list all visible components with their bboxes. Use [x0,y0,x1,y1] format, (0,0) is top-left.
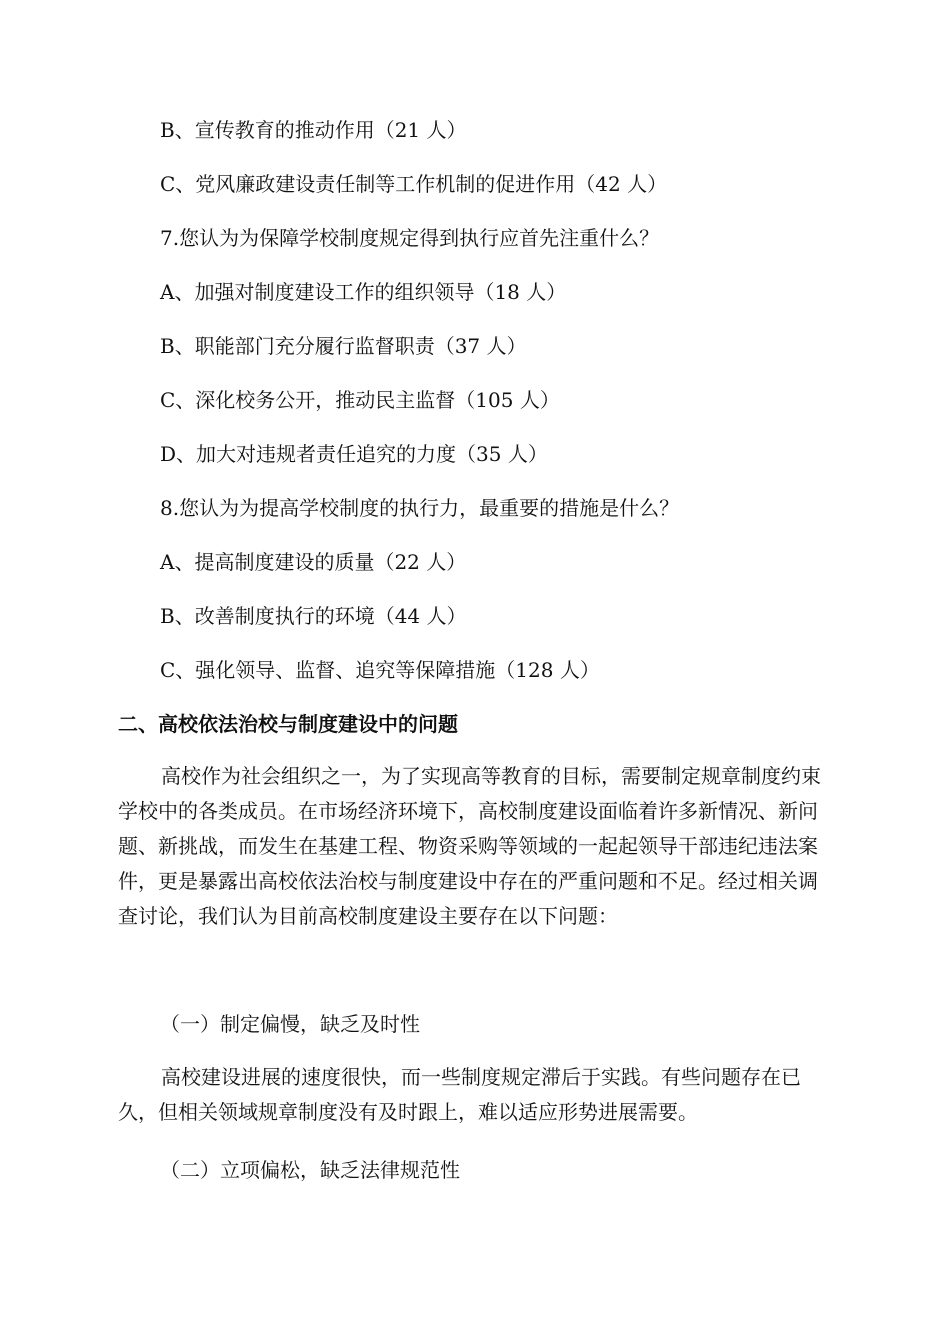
section-intro-paragraph: 高校作为社会组织之一，为了实现高等教育的目标，需要制定规章制度约束学校中的各类成员。在市场经济环境下，高校制度建设面临着许多新情况、新问题、新挑战，而发生在基建工程、物资采购等领域的一起起领导干部违纪违法案件，更是暴露出高校依法治校与制度建设中存在的严重问题和不足。经过相关调查讨论，我们认为目前高校制度建设主要存在以下问题： [118,764,821,928]
subsection-title: （二）立项偏松，缺乏法律规范性 [160,1158,460,1182]
option-line: B、改善制度执行的环境（44 人） [160,604,467,628]
option-line: C、党风廉政建设责任制等工作机制的促进作用（42 人） [160,172,668,196]
option-line: D、加大对违规者责任追究的力度（35 人） [160,442,548,466]
option-line: A、提高制度建设的质量（22 人） [160,550,467,574]
option-line: A、加强对制度建设工作的组织领导（18 人） [160,280,567,304]
question-line: 8.您认为为提高学校制度的执行力，最重要的措施是什么？ [160,496,680,520]
section-heading: 二、高校依法治校与制度建设中的问题 [118,712,458,736]
subsection-paragraph: 高校建设进展的速度很快，而一些制度规定滞后于实践。有些问题存在已久，但相关领域规章制度没有及时跟上，难以适应形势进展需要。 [118,1065,801,1124]
question-line: 7.您认为为保障学校制度规定得到执行应首先注重什么？ [160,226,660,250]
option-line: B、宣传教育的推动作用（21 人） [160,118,467,142]
subsection-title: （一）制定偏慢，缺乏及时性 [160,1012,420,1036]
option-line: C、深化校务公开，推动民主监督（105 人） [160,388,560,412]
option-line: B、职能部门充分履行监督职责（37 人） [160,334,527,358]
option-line: C、强化领导、监督、追究等保障措施（128 人） [160,658,600,682]
